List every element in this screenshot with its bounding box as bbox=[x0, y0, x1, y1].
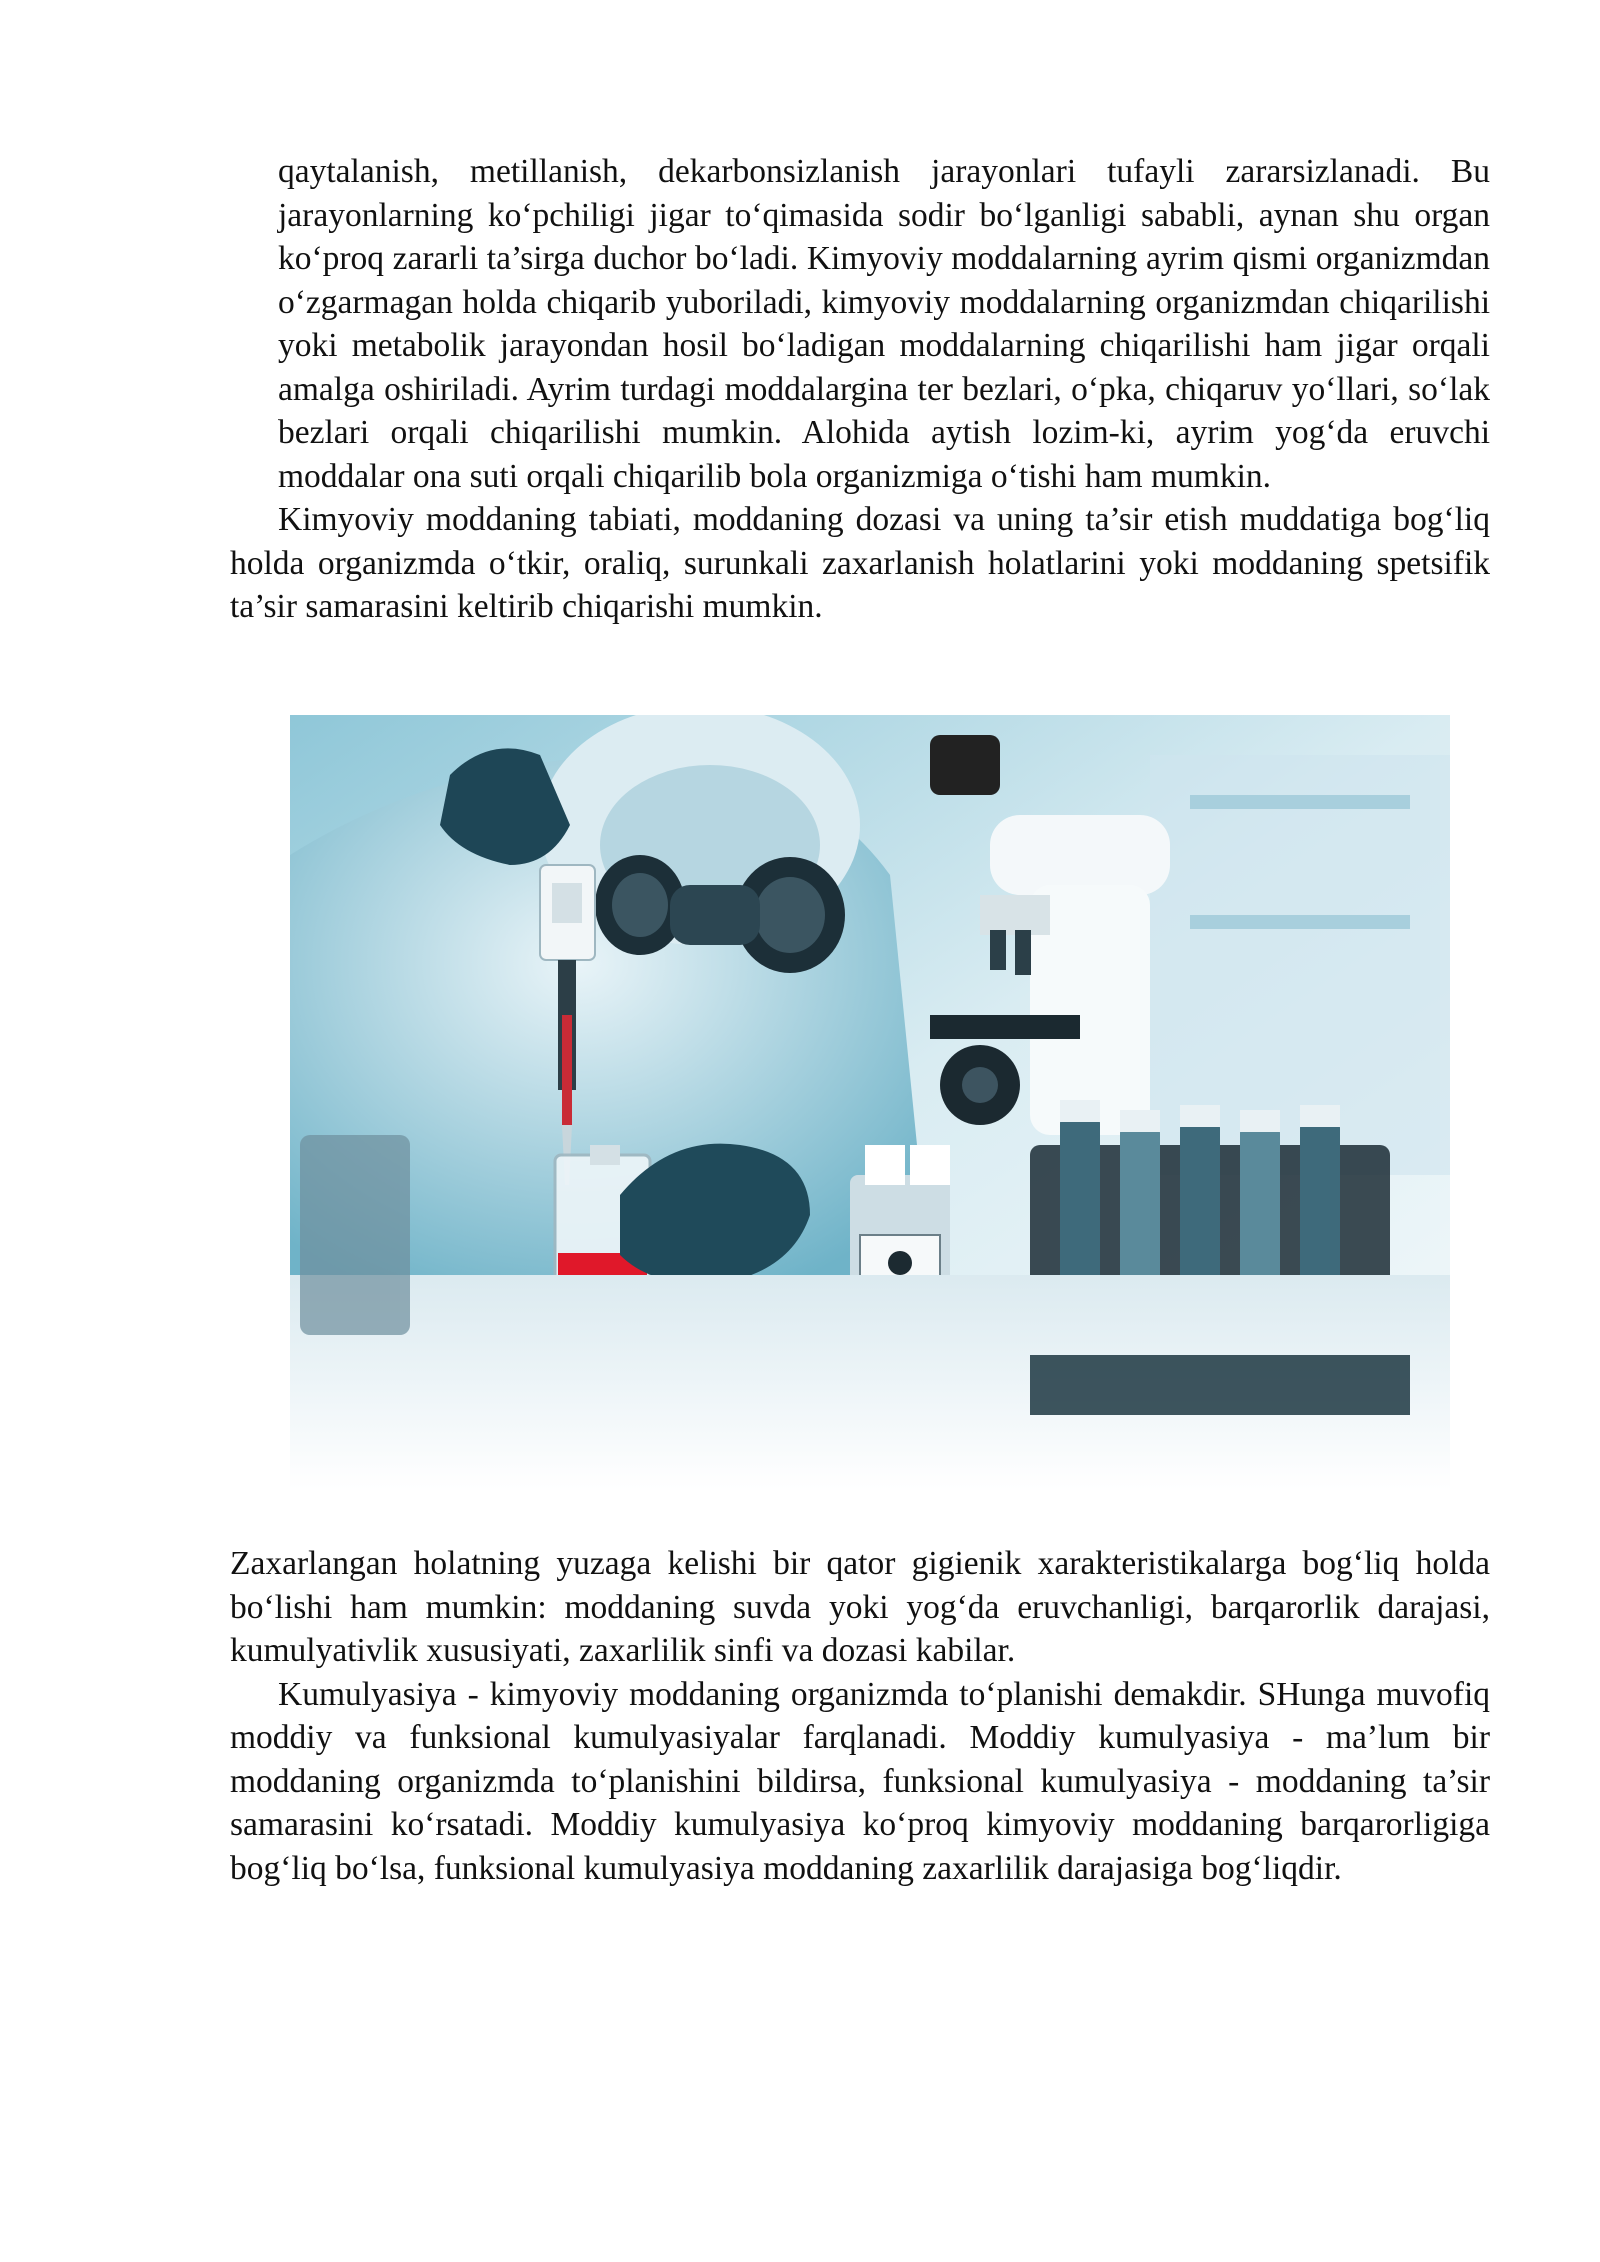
laboratory-scientist-illustration bbox=[290, 715, 1450, 1490]
paragraph-chemical-nature: Kimyoviy moddaning tabiati, moddaning dozasi va uning ta’sir etish muddatiga bog‘liq holda organizmda o‘tkir, oraliq, surunkali zaxarlanish holatlarini yoki moddaning spetsifik ta’sir samarasini keltirib chiqarishi mumkin. bbox=[230, 501, 1490, 625]
top-text-block bbox=[230, 150, 1490, 629]
paragraph-excretion: qaytalanish, metillanish, dekarbonsizlanish jarayonlari tufayli zararsizlanadi. Bu jarayonlarning ko‘pchiligi jigar to‘qimasida sodir bo‘lganligi sababli, aynan shu organ ko‘proq zararli ta’sirga duchor bo‘ladi. Kimyoviy moddalarning ayrim qismi organizmdan o‘zgarmagan holda chiqarib yuboriladi, kimyoviy moddalarning organizmdan chiqarilishi yoki metabolik jarayondan hosil bo‘ladigan moddalarning chiqarilishi ham jigar orqali amalga oshiriladi. Ayrim turdagi moddalargina ter bezlari, o‘pka, chiqaruv yo‘llari, so‘lak bezlari orqali chiqarilishi mumkin. Alohida aytish lozim-ki, ayrim yog‘da eruvchi moddalar ona suti orqali chiqarilib bola organizmiga o‘tishi ham mumkin. bbox=[278, 153, 1490, 495]
laboratory-photo bbox=[290, 715, 1450, 1490]
paragraph-cumulation: Kumulyasiya - kimyoviy moddaning organizmda to‘planishi demakdir. SHunga muvofiq moddiy va funksional kumulyasiyalar farqlanadi. Moddiy kumulyasiya - ma’lum bir moddaning organizmda to‘planishini bildirsa, funksional kumulyasiya - moddaning ta’sir samarasini ko‘rsatadi. Moddiy kumulyasiya ko‘proq kimyoviy moddaning barqarorligiga bog‘liq bo‘lsa, funksional kumulyasiya moddaning zaxarlilik darajasiga bog‘liqdir. bbox=[230, 1675, 1490, 1887]
paragraph-hygienic-characteristics: Zaxarlangan holatning yuzaga kelishi bir qator gigienik xarakteristikalarga bog‘liq holda bo‘lishi ham mumkin: moddaning suvda yoki yog‘da eruvchanligi, barqarorlik darajasi, kumulyativlik xususiyati, zaxarlilik sinfi va dozasi kabilar. bbox=[230, 1545, 1490, 1669]
bottom-text-block bbox=[230, 1542, 1490, 1890]
